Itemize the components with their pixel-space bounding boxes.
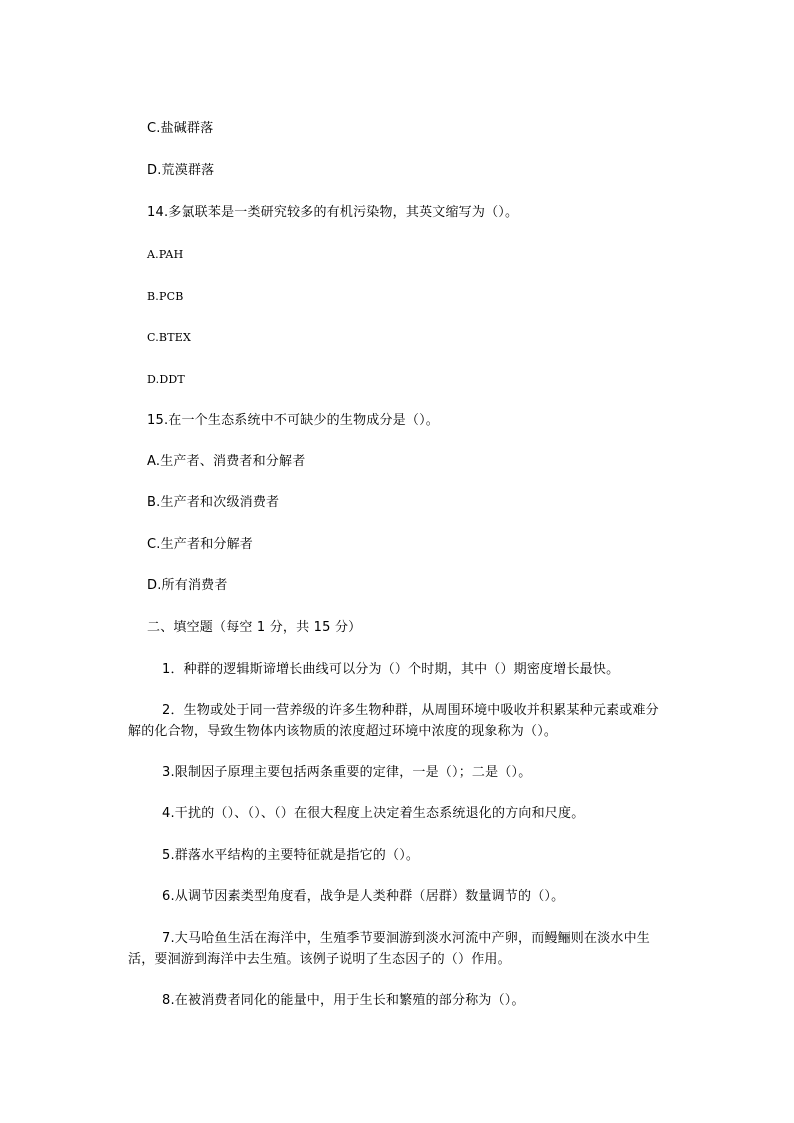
- fill-blank-1: [147, 659, 675, 680]
- option-c-q14: C.BTEX: [147, 331, 192, 344]
- fill-blank-4-text: 4.干扰的（）、（）、（）在很大程度上决定着生态系统退化的方向和尺度。: [162, 806, 585, 821]
- option-d-q13: D.荒漠群落: [147, 163, 215, 178]
- option-d-q15: D.所有消费者: [147, 578, 228, 593]
- fill-blank-7: [128, 928, 675, 970]
- section-heading: 二、填空题（每空 1 分，共 15 分）: [147, 620, 362, 635]
- fill-blank-2: [128, 700, 675, 742]
- fill-blank-6-text: 6.从调节因素类型角度看，战争是人类种群（居群）数量调节的（）。: [162, 889, 565, 904]
- fill-blank-2-line1: 2．生物或处于同一营养级的许多生物种群，从周围环境中吸收并积累某种元素或难分: [162, 703, 659, 718]
- fill-blank-8-text: 8.在被消费者同化的能量中，用于生长和繁殖的部分称为（）。: [162, 993, 525, 1008]
- option-a-q14: A.PAH: [147, 248, 184, 261]
- fill-blank-7-line1: 7.大马哈鱼生活在海洋中，生殖季节要洄游到淡水河流中产卵，而鳗鲡则在淡水中生: [162, 931, 651, 946]
- fill-blank-2-line2: 解的化合物，导致生物体内该物质的浓度超过环境中浓度的现象称为（）。: [128, 724, 558, 739]
- fill-blank-1-text: 1．种群的逻辑斯谛增长曲线可以分为（）个时期，其中（）期密度增长最快。: [162, 662, 620, 677]
- option-c-q13: C.盐碱群落: [147, 121, 214, 136]
- option-a-q15: A.生产者、消费者和分解者: [147, 454, 306, 469]
- fill-blank-3: [147, 762, 675, 783]
- question-15-stem: 15.在一个生态系统中不可缺少的生物成分是（）。: [147, 413, 439, 428]
- fill-blank-6: [147, 886, 675, 907]
- fill-blank-5: [147, 845, 675, 866]
- fill-blank-5-text: 5.群落水平结构的主要特征就是指它的（）。: [162, 848, 420, 863]
- fill-blank-8: [147, 990, 675, 1011]
- fill-blank-7-line2: 活，要洄游到海洋中去生殖。该例子说明了生态因子的（）作用。: [128, 952, 511, 967]
- fill-blank-4: [147, 803, 675, 824]
- fill-blank-3-text: 3.限制因子原理主要包括两条重要的定律，一是（）；二是（）。: [162, 765, 532, 780]
- question-14-stem: 14.多氯联苯是一类研究较多的有机污染物，其英文缩写为（）。: [147, 205, 519, 220]
- option-d-q14: D.DDT: [147, 373, 185, 386]
- option-c-q15: C.生产者和分解者: [147, 537, 254, 552]
- option-b-q15: B.生产者和次级消费者: [147, 495, 280, 510]
- option-b-q14: B.PCB: [147, 290, 184, 303]
